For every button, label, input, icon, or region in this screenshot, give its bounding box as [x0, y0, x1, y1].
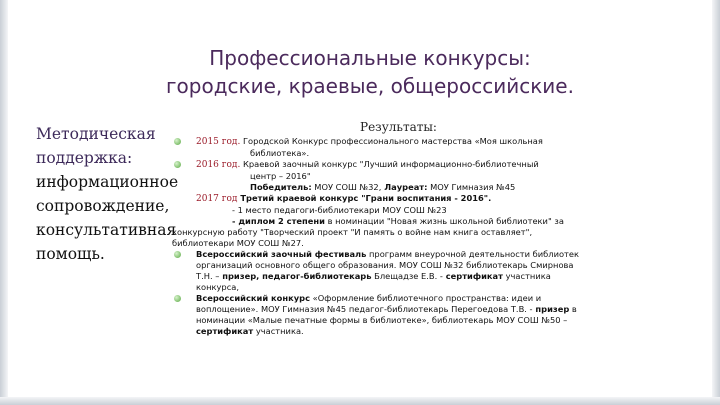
diploma-line — [172, 216, 682, 227]
bullet-icon — [174, 138, 181, 145]
text-fragment: воплощение». МОУ Гимназия №45 педагог-библиотекарь Перегоедова Т.В. - — [196, 304, 533, 314]
left-body: информационное сопровождение, консультативная помощь. — [36, 173, 179, 263]
list-item — [172, 136, 682, 148]
text-fragment: участника. — [253, 326, 304, 336]
diploma-text: в номинации "Новая жизнь школьной библиотеки" за — [324, 216, 564, 226]
item-text: Краевой заочный конкурс "Лучший информационно-библиотечный — [242, 159, 539, 169]
year-label: 2017 год — [196, 194, 238, 204]
item-text: программ внеурочной деятельности библиотек — [366, 249, 579, 259]
item-text-continued: организаций основного общего образования. МОУ СОШ №32 библиотекарь Смирнова — [196, 260, 574, 270]
diploma-line-2: конкурсную работу "Творческий проект "И память о войне нам книга оставляет", — [172, 227, 533, 237]
text-fragment: Т.Н. – — [196, 271, 220, 281]
text-fragment: участника — [502, 271, 551, 281]
laureate-label: Лауреат: — [381, 182, 428, 192]
frame-right — [712, 0, 720, 405]
list-item — [172, 159, 682, 171]
text-fragment: призер — [532, 304, 570, 314]
item-text: Городской Конкурс профессионального мастерства «Моя школьная — [242, 136, 543, 146]
text-fragment: в — [569, 304, 577, 314]
item-text-continued — [172, 271, 682, 282]
left-lead: Методическая поддержка: — [36, 125, 156, 167]
frame-bottom — [0, 397, 720, 405]
item-title: Всероссийский заочный фестиваль — [196, 249, 367, 259]
item-title: Всероссийский конкурс — [196, 293, 310, 303]
winner-label: Победитель: — [250, 182, 312, 192]
text-fragment: призер, педагог-библиотекарь — [219, 271, 372, 281]
title-line-2: городские, краевые, общероссийские. — [166, 74, 574, 98]
bullet-icon — [174, 295, 181, 302]
item-text: «Оформление библиотечного пространства: идеи и — [310, 293, 542, 303]
item-text-continued: номинации «Малые печатные формы в библиотеке», библиотекарь МОУ СОШ №50 – — [196, 315, 568, 325]
item-text-continued — [172, 326, 682, 337]
year-2017-line — [172, 193, 682, 205]
slide-title — [150, 44, 590, 100]
winners-line — [172, 182, 682, 193]
item-text: Третий краевой конкурс "Грани воспитания - 2016". — [237, 193, 492, 203]
item-text-continued: центр – 2016" — [250, 171, 311, 181]
item-text-continued — [172, 304, 682, 315]
text-fragment: сертификат — [196, 326, 254, 336]
year-label: 2016 год. — [196, 160, 241, 170]
diploma-line-3: библиотекари МОУ СОШ №27. — [172, 238, 304, 248]
item-text-continued: библиотека». — [250, 148, 310, 158]
results-heading: Результаты: — [360, 120, 437, 134]
bullet-icon — [174, 161, 181, 168]
text-fragment: сертификат — [442, 271, 503, 281]
laureate-text: МОУ Гимназия №45 — [427, 182, 516, 192]
list-item — [172, 249, 682, 260]
year-label: 2015 год. — [196, 137, 241, 147]
title-line-1: Профессиональные конкурсы: — [209, 46, 531, 70]
item-text-continued: конкурса, — [196, 282, 239, 292]
list-item — [172, 293, 682, 304]
results-list — [172, 136, 682, 337]
place-line: - 1 место педагоги-библиотекари МОУ СОШ №23 — [232, 205, 447, 215]
winner-text: МОУ СОШ №32, — [311, 182, 382, 192]
diploma-label: - диплом 2 степени — [232, 216, 325, 226]
text-fragment: Блещадзе Е.В. - — [371, 271, 443, 281]
bullet-icon — [174, 251, 181, 258]
left-column — [36, 122, 186, 266]
frame-left — [0, 0, 8, 405]
